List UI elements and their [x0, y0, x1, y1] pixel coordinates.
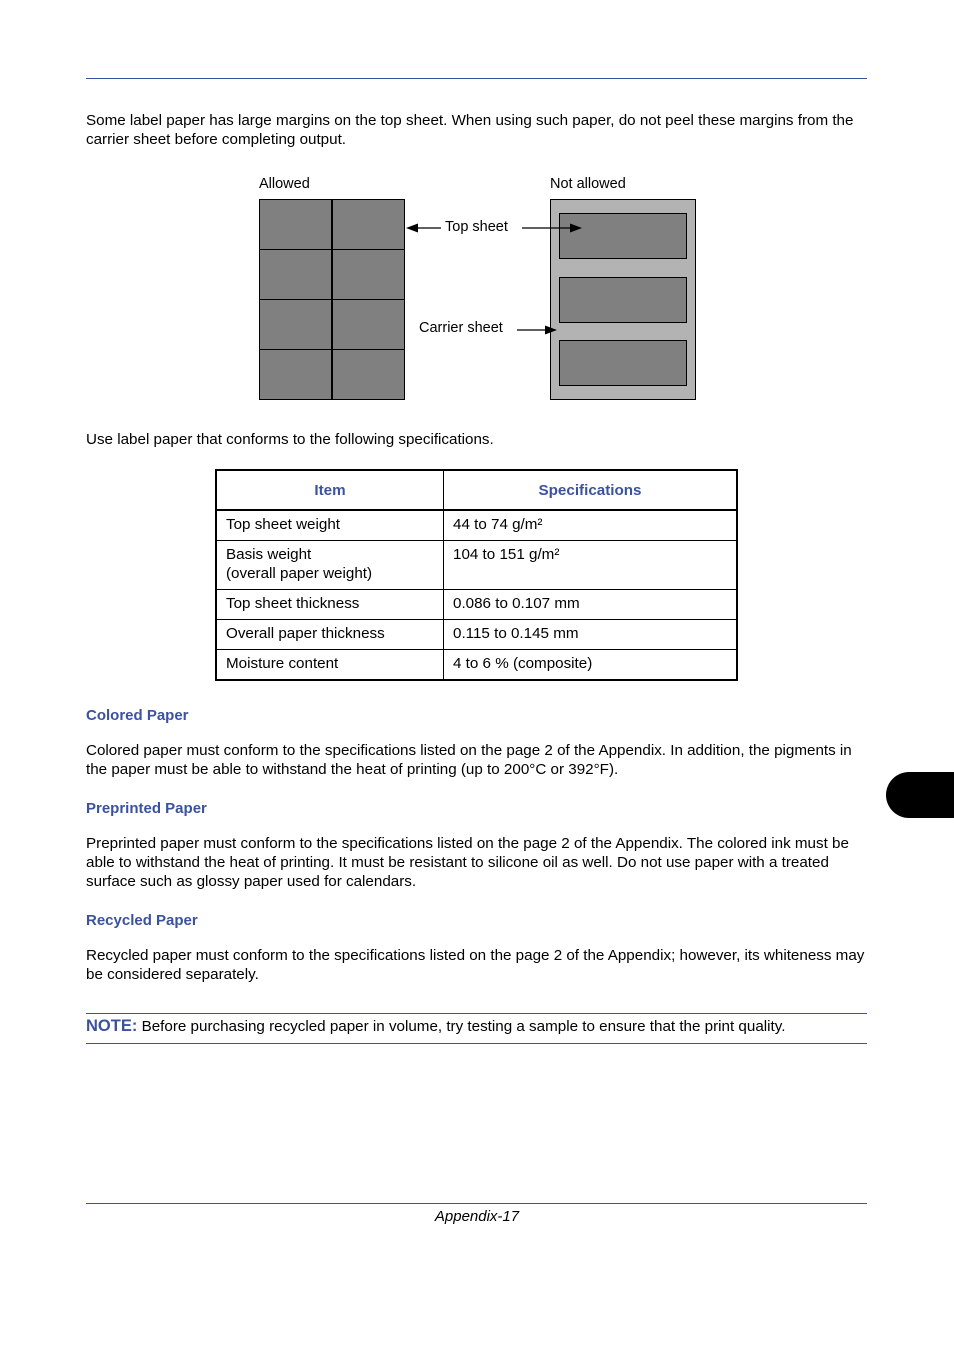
diagram-arrows: [0, 0, 954, 420]
item-cell: [216, 620, 444, 650]
colored-paper-heading: Colored Paper: [86, 707, 189, 724]
recycled-paper-heading: Recycled Paper: [86, 912, 198, 929]
header-specifications: Specifications: [444, 470, 738, 510]
footer-rule: [86, 1203, 867, 1204]
table-header-row: [216, 470, 737, 510]
item-cell: [216, 650, 444, 681]
item-text: Moisture content: [226, 655, 339, 672]
colored-paper-body: Colored paper must conform to the specifications listed on the page 2 of the Appendix. In addition, the pigments in the paper must be able to withstand the heat of printing (up to 200°C or 392°F).: [86, 742, 852, 778]
spec-cell: 0.086 to 0.107 mm: [444, 590, 738, 620]
note-bottom-rule: [86, 1043, 867, 1044]
label-spec-table: [215, 469, 738, 681]
arrow-icon: [517, 326, 557, 335]
arrow-icon: [522, 224, 582, 233]
carrier-sheet-label: Carrier sheet: [419, 320, 503, 336]
not-allowed-label: Not allowed: [550, 176, 626, 192]
table-row: [216, 590, 737, 620]
preprinted-paper-heading: Preprinted Paper: [86, 800, 207, 817]
chapter-tab: [886, 772, 954, 818]
item-cell: [216, 510, 444, 541]
preprinted-paper-body: Preprinted paper must conform to the specifications listed on the page 2 of the Appendix. The colored ink must be able to withstand the heat of printing. It must be resistant to silicone oil as well. Do not use paper with a treated surface such as glossy paper used for calendars.: [86, 835, 849, 890]
table-row: [216, 541, 737, 590]
item-cell: [216, 541, 444, 590]
note-text: Before purchasing recycled paper in volume, try testing a sample to ensure that the print quality.: [141, 1018, 786, 1035]
item-text: Top sheet weight: [226, 516, 340, 533]
spec-cell: 104 to 151 g/m²: [444, 541, 738, 590]
spec-cell: 0.115 to 0.145 mm: [444, 620, 738, 650]
arrow-icon: [406, 224, 441, 233]
table-row: [216, 620, 737, 650]
table-row: [216, 510, 737, 541]
note-top-rule: [86, 1013, 867, 1014]
spec-cell: 4 to 6 % (composite): [444, 650, 738, 681]
recycled-paper-body: Recycled paper must conform to the specifications listed on the page 2 of the Appendix; however, its whiteness may be considered separately.: [86, 947, 865, 983]
spec-cell: 44 to 74 g/m²: [444, 510, 738, 541]
table-row: [216, 650, 737, 681]
item-text: Top sheet thickness: [226, 595, 360, 612]
page-number: Appendix-17: [434, 1208, 520, 1225]
top-sheet-label: Top sheet: [445, 219, 508, 235]
header-item: Item: [216, 470, 444, 510]
note-box: [86, 1016, 867, 1037]
allowed-label: Allowed: [259, 176, 310, 192]
item-subtext: (overall paper weight): [226, 565, 373, 582]
item-text: Basis weight: [226, 546, 312, 563]
item-text: Overall paper thickness: [226, 625, 385, 642]
item-cell: [216, 590, 444, 620]
spec-intro: Use label paper that conforms to the following specifications.: [86, 431, 494, 448]
note-label: NOTE:: [86, 1017, 138, 1035]
intro-paragraph: Some label paper has large margins on the top sheet. When using such paper, do not peel these margins from the carrier sheet before completing output.: [86, 112, 854, 148]
